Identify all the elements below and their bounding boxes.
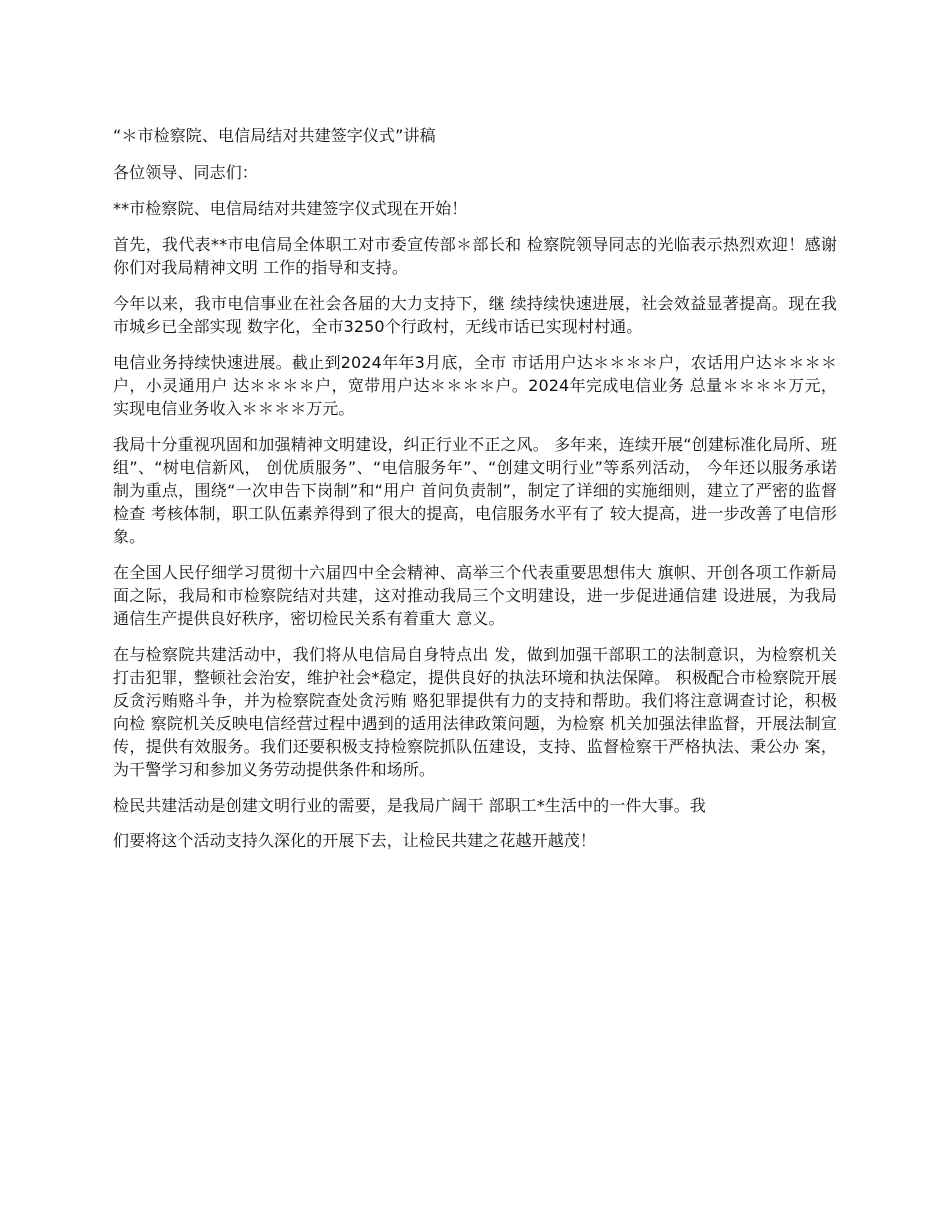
paragraph-pairing-significance: 在全国人民仔细学习贯彻十六届四中全会精神、高举三个代表重要思想伟大 旗帜、开创各项工作新局面之际，我局和市检察院结对共建，这对推动我局三个文明建设，进一步促进通信建 设进展，为我局通信生产提供良好秩序，密切检民关系有着重大 意义。 bbox=[113, 563, 837, 628]
paragraph-cooperation-plans: 在与检察院共建活动中，我们将从电信局自身特点出 发，做到加强干部职工的法制意识，为检察机关打击犯罪，整顿社会治安，维护社会*稳定，提供良好的执法环境和执法保障。 积极配合市检察院开展反贪污贿赂斗争，并为检察院查处贪污贿 赂犯罪提供有力的支持和帮助。我们将注意调查讨论，积极向检 察院机关反映电信经营过程中遇到的适用法律政策问题，为检察 机关加强法律监督，开展法制宣传，提供有效服务。我们还要积极支持检察院抓队伍建设，支持、监督检察干严格执法、秉公办 案，为干警学习和参加义务劳动提供条件和场所。 bbox=[113, 645, 837, 779]
paragraph-progress: 今年以来，我市电信事业在社会各届的大力支持下，继 续持续快速进展，社会效益显著提高。现在我市城乡已全部实现 数字化，全市3250个行政村，无线市话已实现村村通。 bbox=[113, 294, 837, 336]
paragraph-opening: **市检察院、电信局结对共建签字仪式现在开始！ bbox=[113, 199, 468, 218]
paragraph-business-stats: 电信业务持续快速进展。截止到2024年年3月底，全市 市话用户达＊＊＊＊户，农话用户达＊＊＊＊户，小灵通用户 达＊＊＊＊户，宽带用户达＊＊＊＊户。2024年完成电信业务 总量＊＊＊＊万元，实现电信业务收入＊＊＊＊万元。 bbox=[113, 353, 837, 418]
paragraph-civilization: 我局十分重视巩固和加强精神文明建设，纠正行业不正之风。 多年来，连续开展“创建标准化局所、班组”、“树电信新风， 创优质服务”、“电信服务年”、“创建文明行业”等系列活动， 今年还以服务承诺制为重点，围绕“一次申告下岗制”和“用户 首问负责制”，制定了详细的实施细则，建立了严密的监督检查 考核体制，职工队伍素养得到了很大的提高，电信服务水平有了 较大提高，进一步改善了电信形象。 bbox=[113, 435, 837, 546]
paragraph-welcome: 首先，我代表**市电信局全体职工对市委宣传部＊部长和 检察院领导同志的光临表示热烈欢迎！感谢你们对我局精神文明 工作的指导和支持。 bbox=[113, 235, 837, 277]
paragraph-closing: 们要将这个活动支持久深化的开展下去，让检民共建之花越开越茂！ bbox=[113, 831, 597, 850]
salutation: 各位领导、同志们： bbox=[113, 163, 258, 182]
paragraph-importance: 检民共建活动是创建文明行业的需要，是我局广阔干 部职工*生活中的一件大事。我 bbox=[113, 796, 706, 815]
document-body bbox=[113, 124, 837, 865]
document-title: “＊市检察院、电信局结对共建签字仪式”讲稿 bbox=[113, 126, 436, 145]
